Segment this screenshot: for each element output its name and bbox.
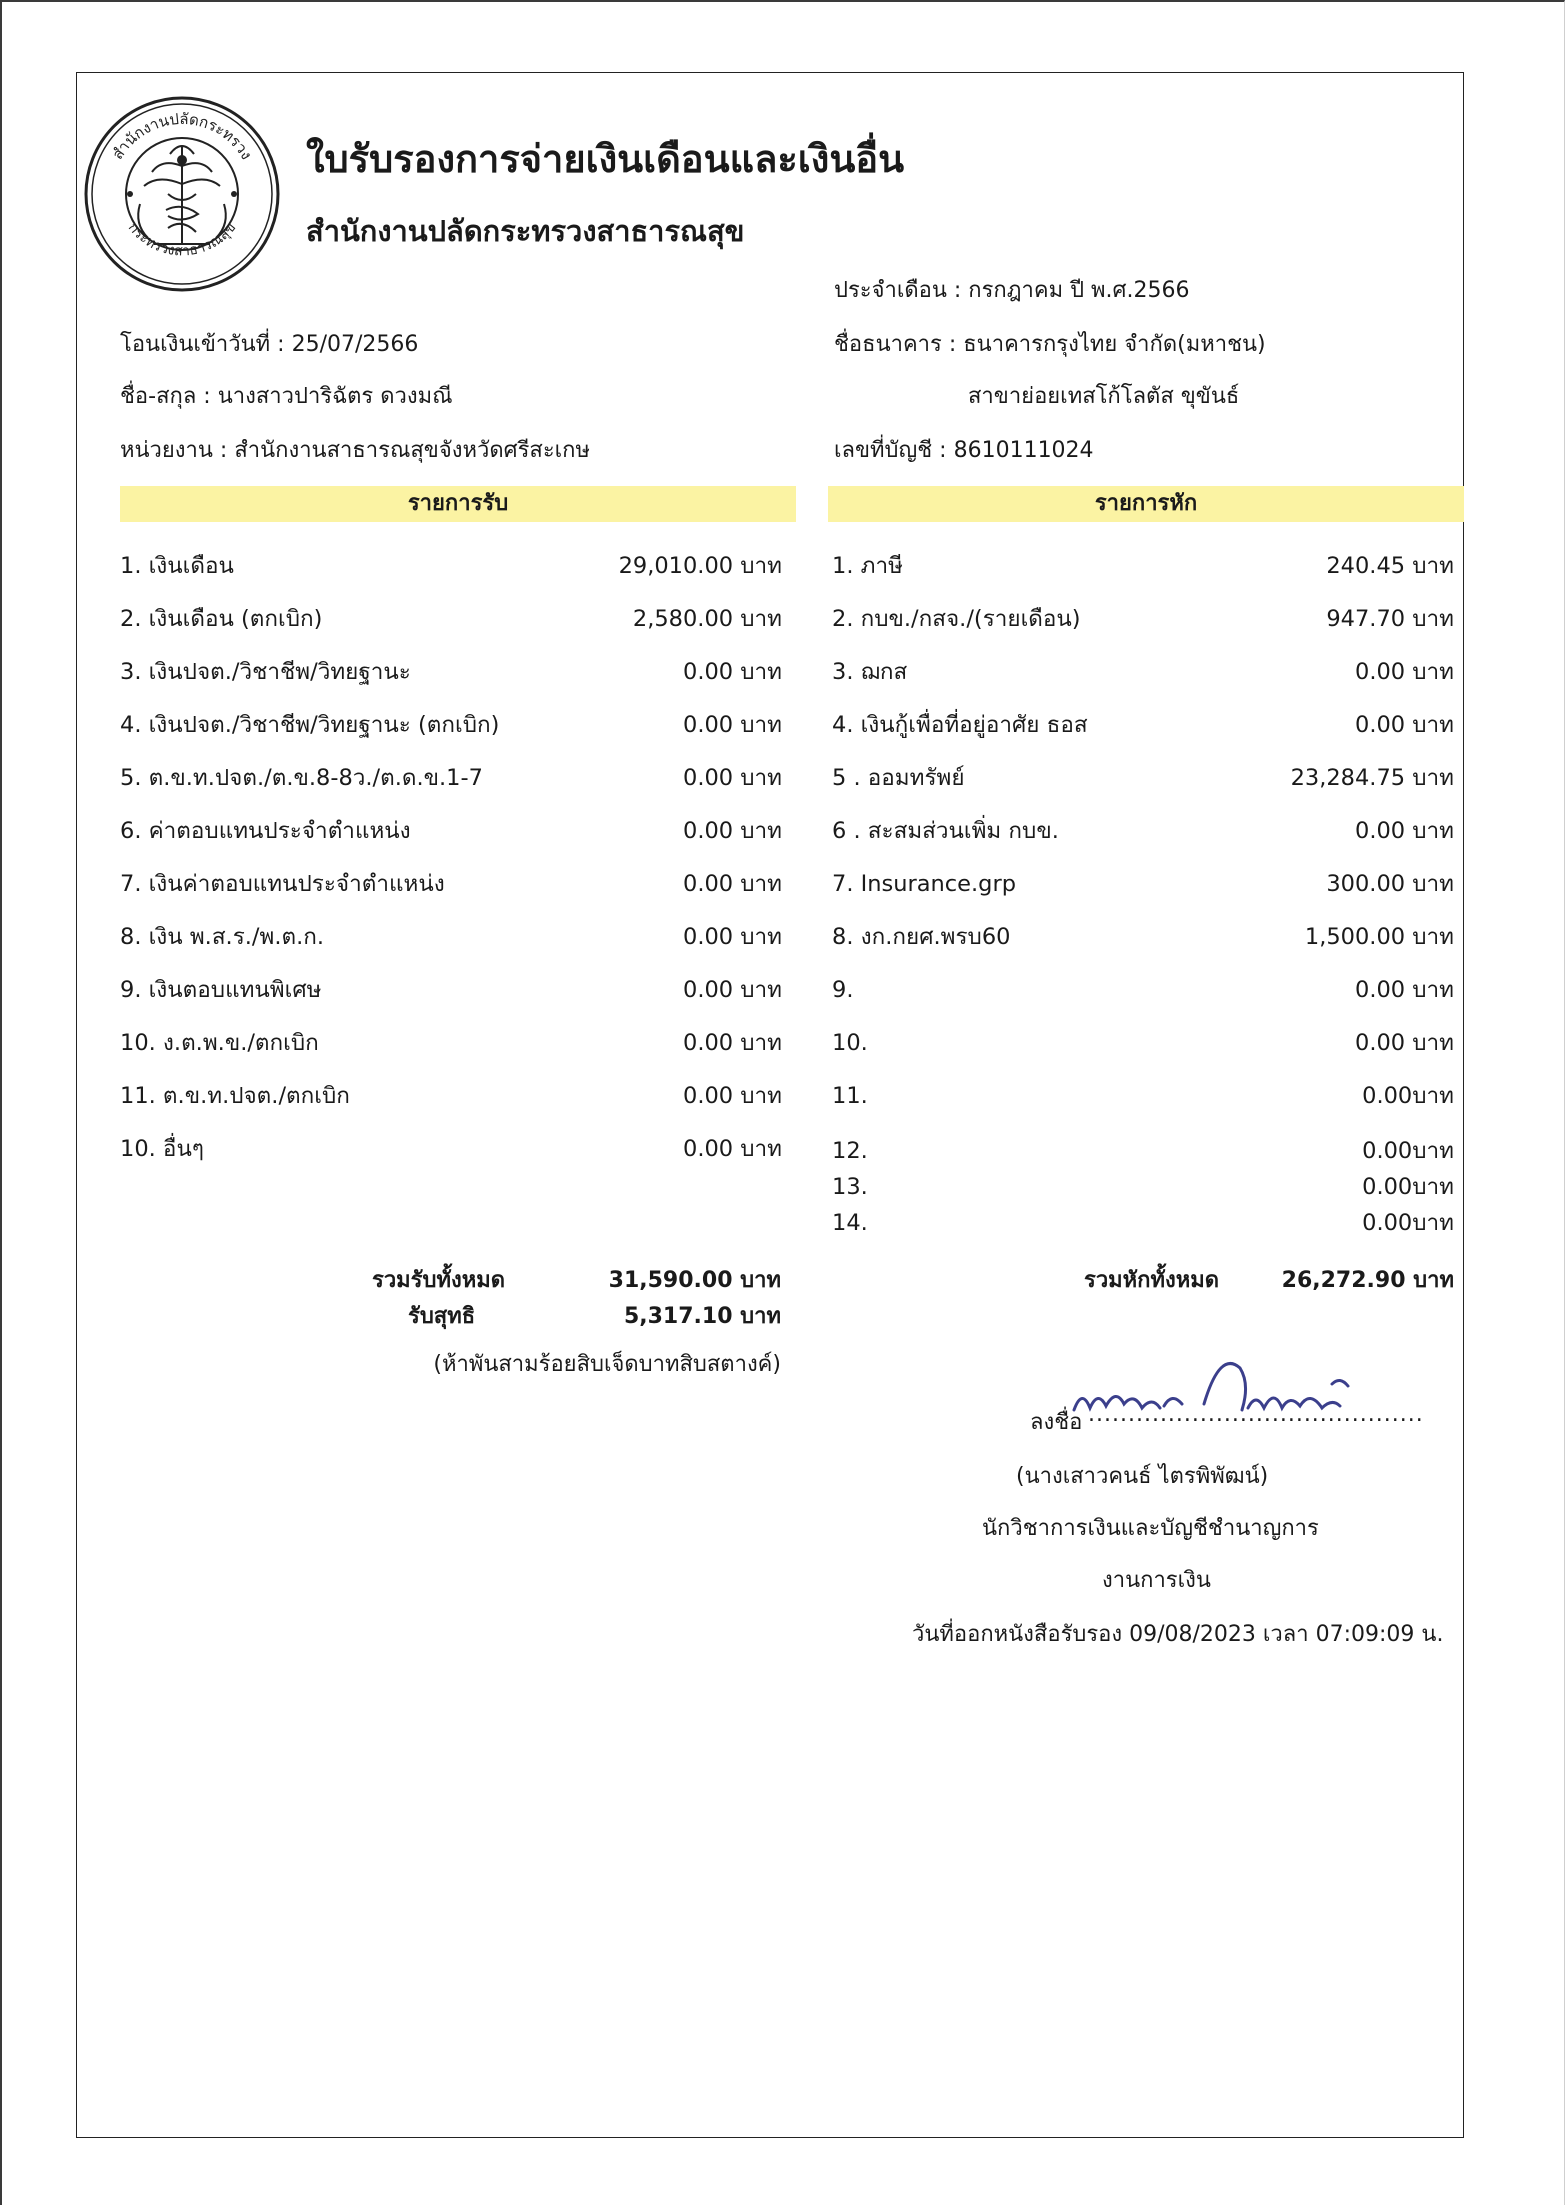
deduction-amount: 0.00บาท [1362,1138,1454,1164]
income-label: 2. เงินเดือน (ตกเบิก) [120,606,323,632]
deduction-row [832,593,1454,646]
pay-month: ประจำเดือน : กรกฎาคม ปี พ.ศ.2566 [834,278,1190,303]
income-label: 10. ง.ต.พ.ข./ตกเบิก [120,1030,319,1056]
net-pay-label: รับสุทธิ [408,1304,476,1329]
deduction-label: 12. [832,1138,868,1164]
income-label: 3. เงินปจต./วิชาชีพ/วิทยฐานะ [120,659,411,685]
deduction-row [832,1170,1454,1204]
income-amount: 0.00 บาท [683,1136,782,1162]
net-pay-amount: 5,317.10 บาท [623,1304,781,1329]
deduction-label: 11. [832,1083,868,1109]
income-amount: 0.00 บาท [683,977,782,1003]
seal-text-bottom: กระทรวงสาธารณสุข [124,219,240,260]
seal-text-top: สำนักงานปลัดกระทรวง [108,109,256,163]
signer-name: (นางเสาวคนธ์ ไตรพิพัฒน์) [1016,1464,1269,1489]
deduction-label: 13. [832,1174,868,1200]
income-amount: 0.00 บาท [683,659,782,685]
deduction-label: 3. ฌกส [832,659,908,685]
deduction-label: 1. ภาษี [832,553,903,579]
deduction-amount: 1,500.00 บาท [1304,924,1454,950]
deduction-amount: 240.45 บาท [1326,553,1454,579]
deduction-row [832,858,1454,911]
transfer-date: โอนเงินเข้าวันที่ : 25/07/2566 [120,332,419,357]
income-label: 11. ต.ข.ท.ปจต./ตกเบิก [120,1083,350,1109]
deduction-label: 5 . ออมทรัพย์ [832,765,965,791]
deduction-amount: 0.00 บาท [1355,659,1454,685]
deduction-row [832,752,1454,805]
deduction-label: 7. Insurance.grp [832,871,1016,897]
deduction-row [832,1070,1454,1123]
income-amount: 0.00 บาท [683,1083,782,1109]
income-row [120,964,782,1017]
deduction-row [832,1206,1454,1240]
deduction-label: 4. เงินกู้เพื่อที่อยู่อาศัย ธอส [832,712,1088,738]
income-header: รายการรับ [120,486,796,522]
income-amount: 0.00 บาท [683,871,782,897]
income-label: 6. ค่าตอบแทนประจำตำแหน่ง [120,818,411,844]
deduction-row [832,805,1454,858]
deduction-row [832,540,1454,593]
income-row [120,699,782,752]
work-unit: หน่วยงาน : สำนักงานสาธารณสุขจังหวัดศรีสะเกษ [120,438,590,463]
deduction-amount: 0.00 บาท [1355,1030,1454,1056]
deduction-amount: 0.00บาท [1362,1174,1454,1200]
deduction-header: รายการหัก [828,486,1464,522]
income-amount: 0.00 บาท [683,924,782,950]
income-row [120,1123,782,1176]
signer-position: นักวิชาการเงินและบัญชีชำนาญการ [982,1516,1319,1541]
signature-dots: .......................................... [1088,1402,1424,1427]
document-title: ใบรับรองการจ่ายเงินเดือนและเงินอื่น [306,137,905,181]
income-amount: 2,580.00 บาท [632,606,782,632]
deduction-amount: 0.00 บาท [1355,712,1454,738]
deduction-amount: 300.00 บาท [1326,871,1454,897]
sign-label: ลงชื่อ [1030,1410,1083,1435]
net-pay-words: (ห้าพันสามร้อยสิบเจ็ดบาทสิบสตางค์) [433,1352,781,1377]
deduction-amount: 0.00บาท [1362,1083,1454,1109]
bank-branch: สาขาย่อยเทสโก้โลตัส ขุขันธ์ [968,384,1240,409]
deduction-label: 8. งก.กยศ.พรบ60 [832,924,1011,950]
income-row [120,646,782,699]
income-amount: 29,010.00 บาท [618,553,782,579]
deduction-label: 2. กบข./กสจ./(รายเดือน) [832,606,1081,632]
income-label: 4. เงินปจต./วิชาชีพ/วิทยฐานะ (ตกเบิก) [120,712,500,738]
signer-department: งานการเงิน [1102,1568,1211,1593]
deduction-total-label: รวมหักทั้งหมด [1084,1268,1220,1293]
deduction-row [832,1017,1454,1070]
income-label: 7. เงินค่าตอบแทนประจำตำแหน่ง [120,871,445,897]
income-amount: 0.00 บาท [683,1030,782,1056]
ministry-name: สำนักงานปลัดกระทรวงสาธารณสุข [306,214,745,248]
income-row [120,540,782,593]
income-label: 5. ต.ข.ท.ปจต./ต.ข.8-8ว./ต.ด.ข.1-7 [120,765,483,791]
income-total-amount: 31,590.00 บาท [608,1268,781,1293]
income-total-label: รวมรับทั้งหมด [372,1268,505,1293]
issue-datetime: วันที่ออกหนังสือรับรอง 09/08/2023 เวลา 07:09:09 น. [912,1622,1444,1647]
income-amount: 0.00 บาท [683,818,782,844]
deduction-amount: 23,284.75 บาท [1290,765,1454,791]
income-row [120,858,782,911]
ministry-seal-icon [82,94,282,294]
deduction-row [832,699,1454,752]
income-label: 8. เงิน พ.ส.ร./พ.ต.ก. [120,924,325,950]
income-row [120,593,782,646]
deduction-row [832,646,1454,699]
income-row [120,1017,782,1070]
income-row [120,911,782,964]
deduction-amount: 947.70 บาท [1326,606,1454,632]
deduction-row [832,1134,1454,1168]
income-amount: 0.00 บาท [683,712,782,738]
deduction-label: 6 . สะสมส่วนเพิ่ม กบข. [832,818,1059,844]
bank-name: ชื่อธนาคาร : ธนาคารกรุงไทย จำกัด(มหาชน) [834,332,1266,357]
deduction-label: 9. [832,977,854,1003]
deduction-total-amount: 26,272.90 บาท [1281,1268,1454,1293]
deduction-amount: 0.00 บาท [1355,818,1454,844]
deduction-amount: 0.00บาท [1362,1210,1454,1236]
income-label: 9. เงินตอบแทนพิเศษ [120,977,322,1003]
income-label: 1. เงินเดือน [120,553,234,579]
deduction-row [832,911,1454,964]
income-amount: 0.00 บาท [683,765,782,791]
income-row [120,752,782,805]
deduction-label: 10. [832,1030,868,1056]
income-label: 10. อื่นๆ [120,1136,204,1162]
income-row [120,1070,782,1123]
deduction-row [832,964,1454,1017]
deduction-label: 14. [832,1210,868,1236]
account-number: เลขที่บัญชี : 8610111024 [834,438,1094,463]
income-row [120,805,782,858]
employee-name: ชื่อ-สกุล : นางสาวปาริฉัตร ดวงมณี [120,384,453,409]
deduction-amount: 0.00 บาท [1355,977,1454,1003]
